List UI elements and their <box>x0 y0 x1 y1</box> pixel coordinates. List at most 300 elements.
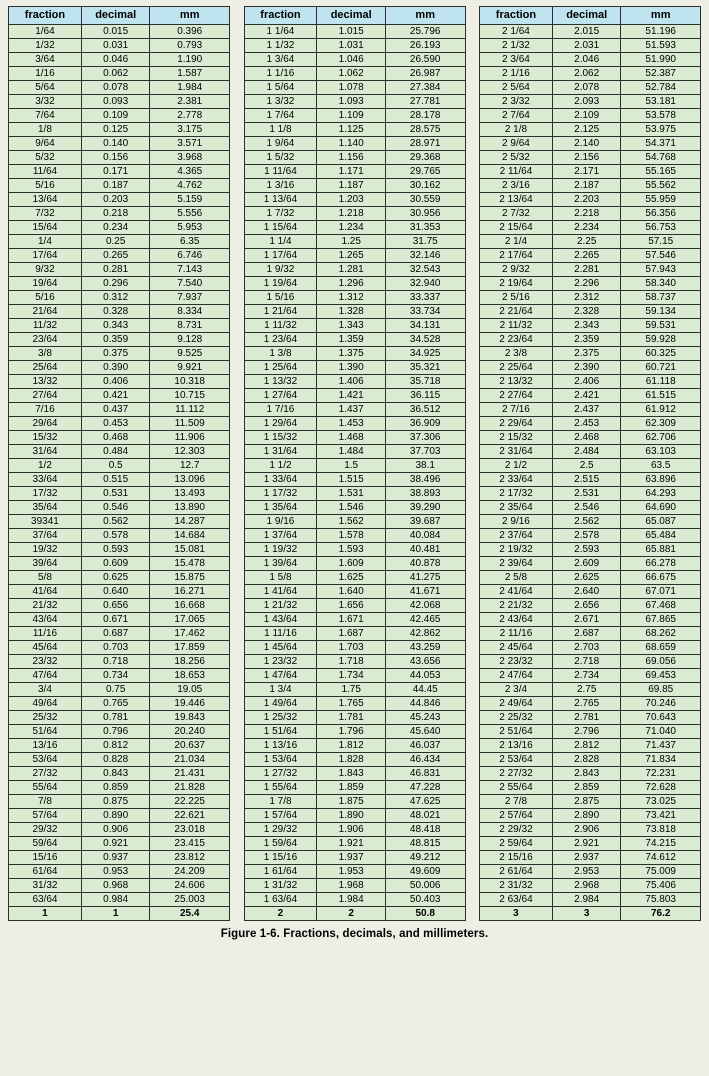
cell-fraction: 2 5/64 <box>480 81 553 95</box>
cell-decimal: 2.546 <box>552 501 621 515</box>
table-row <box>480 333 701 347</box>
cell-decimal: 0.937 <box>81 851 150 865</box>
cell-decimal: 0.156 <box>81 151 150 165</box>
table-row <box>480 165 701 179</box>
cell-fraction: 2 11/16 <box>480 627 553 641</box>
table-row <box>244 389 465 403</box>
cell-fraction: 1 35/64 <box>244 501 317 515</box>
cell-mm: 6.35 <box>150 235 230 249</box>
cell-mm: 25.4 <box>150 907 230 921</box>
cell-decimal: 0.093 <box>81 95 150 109</box>
cell-decimal: 0.968 <box>81 879 150 893</box>
cell-fraction: 21/64 <box>9 305 82 319</box>
cell-fraction: 2 23/32 <box>480 655 553 669</box>
cell-fraction: 2 25/32 <box>480 711 553 725</box>
cell-fraction: 2 31/64 <box>480 445 553 459</box>
table-row <box>244 165 465 179</box>
cell-decimal: 2.359 <box>552 333 621 347</box>
cell-decimal: 0.484 <box>81 445 150 459</box>
table-row <box>244 53 465 67</box>
cell-mm: 72.231 <box>621 767 701 781</box>
cell-decimal: 1.062 <box>317 67 386 81</box>
cell-fraction: 2 3/32 <box>480 95 553 109</box>
conversion-table <box>244 6 466 921</box>
table-row <box>9 641 230 655</box>
cell-decimal: 0.25 <box>81 235 150 249</box>
cell-mm: 3.571 <box>150 137 230 151</box>
cell-fraction: 2 19/64 <box>480 277 553 291</box>
cell-decimal: 0.125 <box>81 123 150 137</box>
cell-decimal: 1.703 <box>317 641 386 655</box>
cell-mm: 11.112 <box>150 403 230 417</box>
cell-fraction: 1 13/32 <box>244 375 317 389</box>
cell-decimal: 0.578 <box>81 529 150 543</box>
cell-decimal: 0.953 <box>81 865 150 879</box>
cell-fraction: 1 11/16 <box>244 627 317 641</box>
cell-fraction: 1 47/64 <box>244 669 317 683</box>
cell-decimal: 1.718 <box>317 655 386 669</box>
cell-decimal: 0.031 <box>81 39 150 53</box>
cell-fraction: 2 21/32 <box>480 599 553 613</box>
table-row <box>9 221 230 235</box>
cell-mm: 74.612 <box>621 851 701 865</box>
table-row <box>480 823 701 837</box>
table-row <box>480 543 701 557</box>
cell-mm: 50.006 <box>385 879 465 893</box>
cell-mm: 37.703 <box>385 445 465 459</box>
cell-fraction: 23/64 <box>9 333 82 347</box>
cell-decimal: 2.828 <box>552 753 621 767</box>
table-row <box>480 445 701 459</box>
table-row <box>480 417 701 431</box>
table-row <box>480 389 701 403</box>
cell-fraction: 2 5/8 <box>480 571 553 585</box>
cell-decimal: 0.109 <box>81 109 150 123</box>
cell-decimal: 2.578 <box>552 529 621 543</box>
cell-fraction: 1 3/4 <box>244 683 317 697</box>
cell-fraction: 1 25/64 <box>244 361 317 375</box>
cell-mm: 73.025 <box>621 795 701 809</box>
table-row <box>9 137 230 151</box>
table-row <box>480 613 701 627</box>
table-row <box>244 193 465 207</box>
cell-decimal: 2.859 <box>552 781 621 795</box>
cell-decimal: 2.343 <box>552 319 621 333</box>
cell-mm: 63.5 <box>621 459 701 473</box>
table-row <box>480 739 701 753</box>
table-row <box>9 263 230 277</box>
cell-fraction: 1 11/32 <box>244 319 317 333</box>
cell-fraction: 2 17/32 <box>480 487 553 501</box>
cell-fraction: 37/64 <box>9 529 82 543</box>
table-row <box>480 865 701 879</box>
table-row <box>244 865 465 879</box>
table-row <box>244 151 465 165</box>
table-row <box>9 347 230 361</box>
cell-decimal: 2.390 <box>552 361 621 375</box>
cell-mm: 22.621 <box>150 809 230 823</box>
table-row <box>244 823 465 837</box>
cell-mm: 46.434 <box>385 753 465 767</box>
cell-fraction: 2 45/64 <box>480 641 553 655</box>
cell-fraction: 1 59/64 <box>244 837 317 851</box>
cell-fraction: 1 3/32 <box>244 95 317 109</box>
table-row <box>480 67 701 81</box>
cell-decimal: 0.796 <box>81 725 150 739</box>
cell-decimal: 0.5 <box>81 459 150 473</box>
conversion-tables-row <box>8 6 701 921</box>
cell-decimal: 1.437 <box>317 403 386 417</box>
cell-mm: 28.178 <box>385 109 465 123</box>
cell-mm: 5.159 <box>150 193 230 207</box>
table-row <box>480 515 701 529</box>
table-row <box>9 473 230 487</box>
cell-mm: 64.690 <box>621 501 701 515</box>
cell-mm: 54.371 <box>621 137 701 151</box>
cell-decimal: 2.765 <box>552 697 621 711</box>
cell-decimal: 1.078 <box>317 81 386 95</box>
cell-mm: 41.671 <box>385 585 465 599</box>
cell-decimal: 2.843 <box>552 767 621 781</box>
cell-fraction: 2 61/64 <box>480 865 553 879</box>
cell-mm: 2.778 <box>150 109 230 123</box>
cell-fraction: 2 15/32 <box>480 431 553 445</box>
cell-decimal: 2.734 <box>552 669 621 683</box>
cell-decimal: 1.093 <box>317 95 386 109</box>
cell-mm: 19.843 <box>150 711 230 725</box>
table-row <box>9 823 230 837</box>
cell-decimal: 2.593 <box>552 543 621 557</box>
cell-mm: 60.325 <box>621 347 701 361</box>
cell-decimal: 0.437 <box>81 403 150 417</box>
cell-mm: 38.496 <box>385 473 465 487</box>
cell-mm: 57.943 <box>621 263 701 277</box>
table-row <box>9 753 230 767</box>
cell-decimal: 1.968 <box>317 879 386 893</box>
cell-fraction: 5/32 <box>9 151 82 165</box>
cell-fraction: 13/16 <box>9 739 82 753</box>
table-row <box>244 557 465 571</box>
cell-decimal: 2.468 <box>552 431 621 445</box>
cell-fraction: 1 37/64 <box>244 529 317 543</box>
cell-fraction: 2 19/32 <box>480 543 553 557</box>
cell-fraction: 2 9/64 <box>480 137 553 151</box>
cell-decimal: 1.031 <box>317 39 386 53</box>
cell-fraction: 2 31/32 <box>480 879 553 893</box>
cell-fraction: 31/32 <box>9 879 82 893</box>
table-row <box>9 613 230 627</box>
table-row <box>244 249 465 263</box>
table-row <box>480 277 701 291</box>
cell-fraction: 39/64 <box>9 557 82 571</box>
cell-mm: 24.606 <box>150 879 230 893</box>
cell-decimal: 2.062 <box>552 67 621 81</box>
cell-decimal: 1.296 <box>317 277 386 291</box>
cell-fraction: 1 7/64 <box>244 109 317 123</box>
cell-fraction: 1 1/16 <box>244 67 317 81</box>
cell-mm: 71.834 <box>621 753 701 767</box>
table-row <box>480 39 701 53</box>
cell-fraction: 1 7/8 <box>244 795 317 809</box>
cell-fraction: 1 49/64 <box>244 697 317 711</box>
cell-mm: 47.625 <box>385 795 465 809</box>
cell-decimal: 1.125 <box>317 123 386 137</box>
cell-mm: 28.575 <box>385 123 465 137</box>
cell-fraction: 1 31/64 <box>244 445 317 459</box>
cell-mm: 6.746 <box>150 249 230 263</box>
cell-fraction: 1 45/64 <box>244 641 317 655</box>
cell-fraction: 2 27/64 <box>480 389 553 403</box>
table-row <box>244 585 465 599</box>
cell-decimal: 1.796 <box>317 725 386 739</box>
cell-mm: 30.956 <box>385 207 465 221</box>
cell-decimal: 1.593 <box>317 543 386 557</box>
column-header-fraction: fraction <box>9 7 82 25</box>
cell-decimal: 1.109 <box>317 109 386 123</box>
cell-decimal: 1.562 <box>317 515 386 529</box>
cell-fraction: 2 11/64 <box>480 165 553 179</box>
cell-fraction: 15/32 <box>9 431 82 445</box>
cell-fraction: 11/32 <box>9 319 82 333</box>
column-header-fraction: fraction <box>244 7 317 25</box>
cell-fraction: 1 57/64 <box>244 809 317 823</box>
cell-mm: 7.540 <box>150 277 230 291</box>
cell-mm: 11.509 <box>150 417 230 431</box>
cell-mm: 45.640 <box>385 725 465 739</box>
cell-mm: 42.068 <box>385 599 465 613</box>
table-row <box>9 627 230 641</box>
table-row <box>244 221 465 235</box>
cell-fraction: 1 55/64 <box>244 781 317 795</box>
cell-decimal: 0.546 <box>81 501 150 515</box>
cell-mm: 36.115 <box>385 389 465 403</box>
cell-mm: 69.056 <box>621 655 701 669</box>
table-row <box>480 361 701 375</box>
cell-decimal: 2.984 <box>552 893 621 907</box>
table-row <box>244 361 465 375</box>
cell-decimal: 2.046 <box>552 53 621 67</box>
cell-mm: 64.293 <box>621 487 701 501</box>
table-row <box>9 249 230 263</box>
cell-decimal: 1.359 <box>317 333 386 347</box>
table-row <box>9 767 230 781</box>
cell-decimal: 2.625 <box>552 571 621 585</box>
cell-fraction: 7/32 <box>9 207 82 221</box>
table-row <box>9 25 230 39</box>
cell-mm: 73.818 <box>621 823 701 837</box>
table-row <box>9 543 230 557</box>
cell-mm: 40.084 <box>385 529 465 543</box>
cell-fraction: 2 1/8 <box>480 123 553 137</box>
cell-mm: 9.921 <box>150 361 230 375</box>
table-row <box>244 137 465 151</box>
cell-mm: 3.968 <box>150 151 230 165</box>
cell-decimal: 1.203 <box>317 193 386 207</box>
table-row <box>480 263 701 277</box>
cell-fraction: 1 <box>9 907 82 921</box>
cell-mm: 69.453 <box>621 669 701 683</box>
cell-decimal: 1.265 <box>317 249 386 263</box>
table-row <box>480 375 701 389</box>
column-header-decimal: decimal <box>81 7 150 25</box>
cell-decimal: 2.968 <box>552 879 621 893</box>
cell-decimal: 0.687 <box>81 627 150 641</box>
cell-decimal: 1.531 <box>317 487 386 501</box>
table-row <box>9 725 230 739</box>
cell-decimal: 2.312 <box>552 291 621 305</box>
table-row <box>480 557 701 571</box>
cell-fraction: 2 1/32 <box>480 39 553 53</box>
cell-mm: 13.493 <box>150 487 230 501</box>
cell-fraction: 1 13/16 <box>244 739 317 753</box>
cell-mm: 49.212 <box>385 851 465 865</box>
cell-decimal: 1.765 <box>317 697 386 711</box>
cell-mm: 34.925 <box>385 347 465 361</box>
table-row <box>480 137 701 151</box>
table-row <box>9 39 230 53</box>
cell-mm: 40.878 <box>385 557 465 571</box>
cell-decimal: 1.921 <box>317 837 386 851</box>
cell-mm: 47.228 <box>385 781 465 795</box>
table-row <box>244 697 465 711</box>
cell-fraction: 1 1/4 <box>244 235 317 249</box>
table-row <box>9 893 230 907</box>
table-row <box>480 851 701 865</box>
table-row <box>9 781 230 795</box>
table-row <box>9 809 230 823</box>
cell-fraction: 1 9/64 <box>244 137 317 151</box>
cell-decimal: 2.125 <box>552 123 621 137</box>
cell-decimal: 2.093 <box>552 95 621 109</box>
cell-mm: 76.2 <box>621 907 701 921</box>
cell-mm: 62.309 <box>621 417 701 431</box>
conversion-table <box>8 6 230 921</box>
table-row <box>244 543 465 557</box>
table-row <box>480 767 701 781</box>
cell-mm: 62.706 <box>621 431 701 445</box>
cell-decimal: 2.812 <box>552 739 621 753</box>
table-row <box>9 361 230 375</box>
table-row <box>9 431 230 445</box>
cell-decimal: 2.609 <box>552 557 621 571</box>
cell-mm: 16.271 <box>150 585 230 599</box>
table-row <box>244 431 465 445</box>
cell-fraction: 1 17/64 <box>244 249 317 263</box>
cell-decimal: 0.562 <box>81 515 150 529</box>
cell-mm: 52.387 <box>621 67 701 81</box>
table-row <box>244 445 465 459</box>
cell-fraction: 2 9/32 <box>480 263 553 277</box>
cell-decimal: 2.953 <box>552 865 621 879</box>
cell-decimal: 0.640 <box>81 585 150 599</box>
cell-mm: 4.762 <box>150 179 230 193</box>
table-row <box>480 879 701 893</box>
table-row <box>244 487 465 501</box>
cell-mm: 56.753 <box>621 221 701 235</box>
cell-fraction: 19/64 <box>9 277 82 291</box>
column-header-fraction: fraction <box>480 7 553 25</box>
cell-mm: 28.971 <box>385 137 465 151</box>
cell-fraction: 5/8 <box>9 571 82 585</box>
cell-mm: 67.865 <box>621 613 701 627</box>
table-row <box>9 585 230 599</box>
cell-fraction: 2 3/4 <box>480 683 553 697</box>
cell-fraction: 1 7/32 <box>244 207 317 221</box>
cell-decimal: 1.75 <box>317 683 386 697</box>
table-row <box>244 711 465 725</box>
cell-fraction: 7/16 <box>9 403 82 417</box>
cell-fraction: 29/32 <box>9 823 82 837</box>
cell-fraction: 29/64 <box>9 417 82 431</box>
cell-fraction: 31/64 <box>9 445 82 459</box>
table-row <box>9 907 230 921</box>
table-row <box>244 795 465 809</box>
cell-mm: 36.909 <box>385 417 465 431</box>
cell-decimal: 2.234 <box>552 221 621 235</box>
cell-decimal: 1.984 <box>317 893 386 907</box>
cell-mm: 34.131 <box>385 319 465 333</box>
table-row <box>244 277 465 291</box>
table-row <box>244 669 465 683</box>
cell-decimal: 1.281 <box>317 263 386 277</box>
cell-mm: 50.403 <box>385 893 465 907</box>
cell-fraction: 2 59/64 <box>480 837 553 851</box>
table-row <box>480 179 701 193</box>
table-row <box>244 95 465 109</box>
cell-mm: 42.862 <box>385 627 465 641</box>
cell-fraction: 51/64 <box>9 725 82 739</box>
cell-fraction: 49/64 <box>9 697 82 711</box>
table-row <box>244 235 465 249</box>
table-row <box>9 795 230 809</box>
table-row <box>244 739 465 753</box>
cell-mm: 44.053 <box>385 669 465 683</box>
table-row <box>9 207 230 221</box>
cell-mm: 17.462 <box>150 627 230 641</box>
cell-mm: 26.987 <box>385 67 465 81</box>
cell-fraction: 2 63/64 <box>480 893 553 907</box>
cell-decimal: 1.046 <box>317 53 386 67</box>
cell-fraction: 1 5/8 <box>244 571 317 585</box>
cell-decimal: 1.734 <box>317 669 386 683</box>
table-row <box>9 571 230 585</box>
cell-mm: 11.906 <box>150 431 230 445</box>
table-row <box>244 683 465 697</box>
cell-decimal: 0.703 <box>81 641 150 655</box>
table-row <box>480 725 701 739</box>
cell-fraction: 1 53/64 <box>244 753 317 767</box>
cell-mm: 43.656 <box>385 655 465 669</box>
cell-fraction: 2 3/16 <box>480 179 553 193</box>
table-row <box>9 487 230 501</box>
table-row <box>244 39 465 53</box>
cell-decimal: 1.406 <box>317 375 386 389</box>
cell-mm: 33.734 <box>385 305 465 319</box>
cell-mm: 30.162 <box>385 179 465 193</box>
table-row <box>9 165 230 179</box>
cell-fraction: 2 49/64 <box>480 697 553 711</box>
table-row <box>480 697 701 711</box>
cell-decimal: 0.296 <box>81 277 150 291</box>
cell-fraction: 9/64 <box>9 137 82 151</box>
table-row <box>9 851 230 865</box>
cell-fraction: 7/64 <box>9 109 82 123</box>
cell-fraction: 1 5/32 <box>244 151 317 165</box>
table-header-row <box>244 7 465 25</box>
cell-mm: 12.7 <box>150 459 230 473</box>
table-row <box>480 501 701 515</box>
cell-fraction: 1 1/32 <box>244 39 317 53</box>
